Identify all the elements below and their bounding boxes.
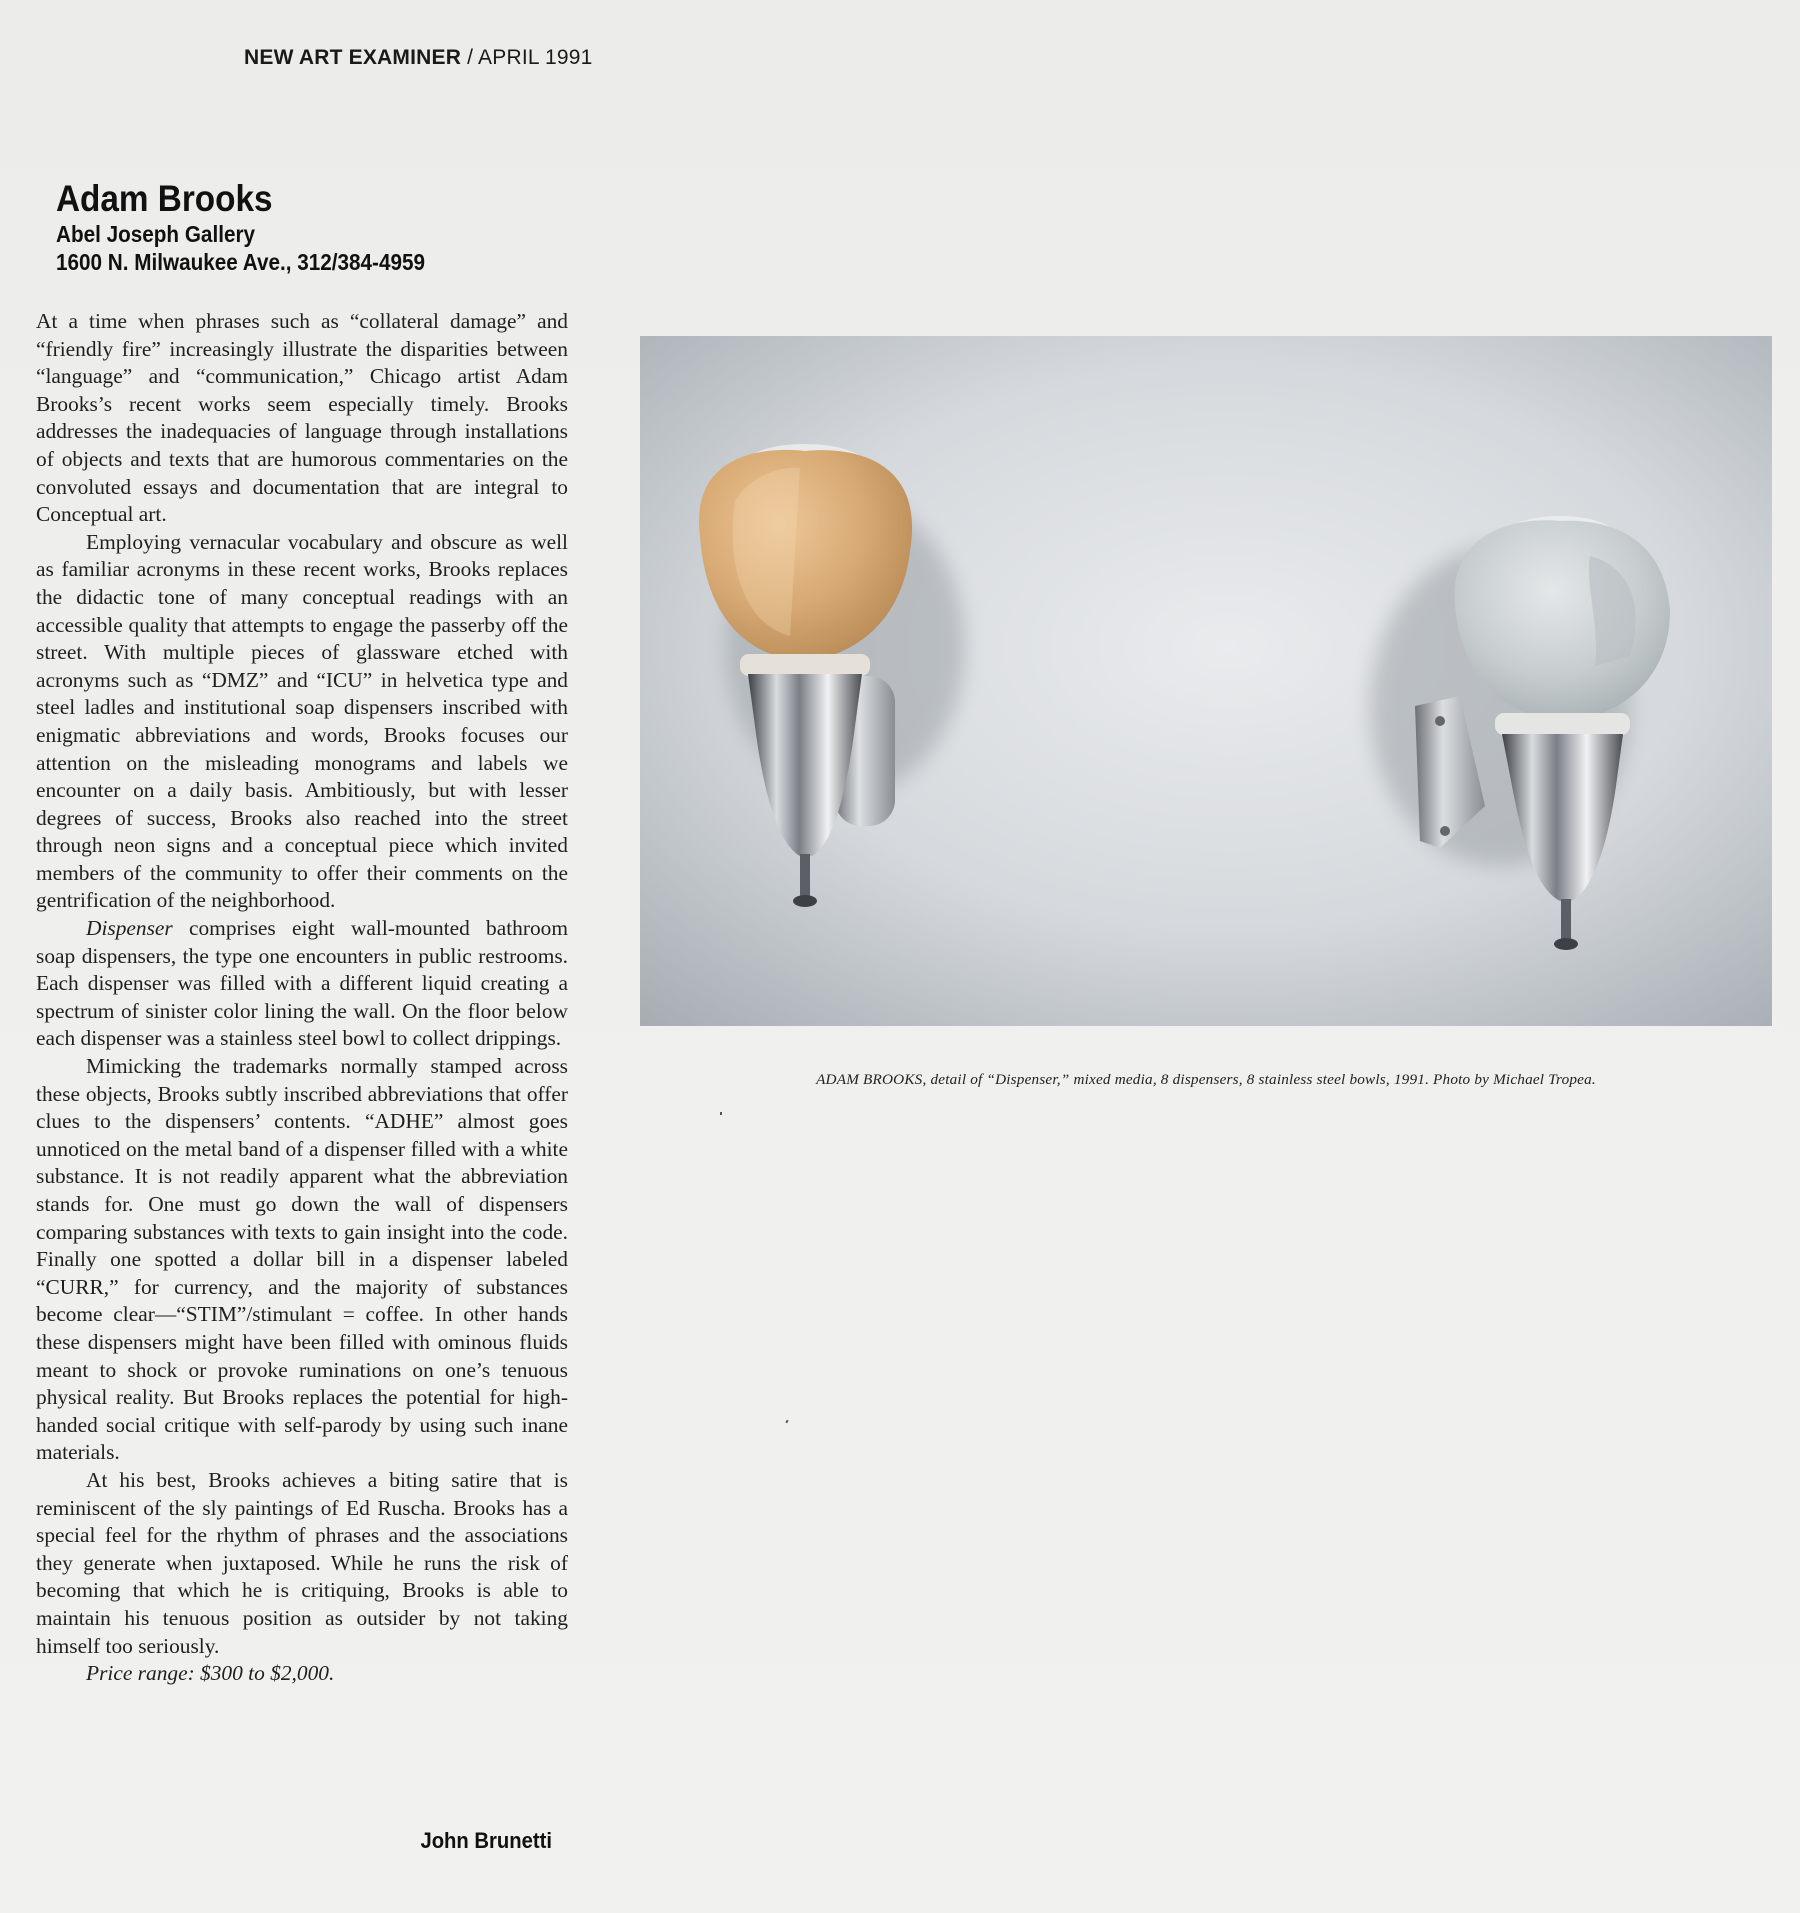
review-heading [56,178,576,276]
gallery-address: 1600 N. Milwaukee Ave., 312/384-4959 [56,249,426,275]
gallery-name: Abel Joseph Gallery [56,221,256,247]
paragraph-4: Mimicking the trademarks normally stamped across these objects, Brooks subtly inscribed abbreviations that offer clues to the dispensers’ contents. “ADHE” almost goes unnoticed on the metal band of a dispenser filled with a white substance. It is not readily apparent what the abbreviation stands for. One must go down the wall of dispensers comparing substances with texts to gain insight into the code. Finally one spotted a dollar bill in a dispenser labeled “CURR,” for currency, and the majority of substances become clear—“STIM”/stimulant = coffee. In other hands these dispensers might have been filled with ominous fluids meant to shock or provoke ruminations on one’s tenuous physical reality. But Brooks replaces the potential for high-handed social critique with self-parody by using such inane materials. [36,1054,568,1465]
price-range: Price range: $300 to $2,000. [86,1661,335,1686]
review-body [36,308,568,1688]
paragraph-3 [36,915,568,1053]
artist-name: Adam Brooks [56,178,273,219]
artwork-photo [640,336,1772,1026]
running-head-separator: / [461,46,479,69]
author-byline: John Brunetti [420,1828,552,1853]
paragraph-2: Employing vernacular vocabulary and obscure as well as familiar acronyms in these recent works, Brooks replaces the didactic tone of many conceptual readings with an accessible quality that attempts to engage the passerby off the street. With multiple pieces of glassware etched with acronyms such as “DMZ” and “ICU” in helvetica type and steel ladles and institutional soap dispensers inscribed with enigmatic abbreviations and words, Brooks focuses our attention on the misleading monograms and labels we encounter on a daily basis. Ambitiously, but with lesser degrees of success, Brooks also reached into the street through neon signs and a conceptual piece which invited members of the community to offer their comments on the gentrification of the neighborhood. [36,529,568,913]
paragraph-3-text: comprises eight wall-mounted bathroom soap dispensers, the type one encounters in public restrooms. Each dispenser was filled with a different liquid creating a spectrum of sinister color lining the wall. On the floor below each dispenser was a stainless steel bowl to collect drippings. [36,916,568,1051]
dispenser-photograph [640,336,1772,1026]
publication-name: NEW ART EXAMINER [244,46,462,69]
work-title: Dispenser [86,916,173,941]
issue-date: APRIL 1991 [478,46,593,69]
running-head [244,46,593,70]
paragraph-5: At his best, Brooks achieves a biting satire that is reminiscent of the sly paintings of Ed Ruscha. Brooks has a special feel for the rhythm of phrases and the associations they generate when juxtaposed. While he runs the risk of becoming that which he is critiquing, Brooks is able to maintain his tenuous position as outsider by not taking himself too seriously. [36,1467,568,1658]
paragraph-1: At a time when phrases such as “collateral damage” and “friendly fire” increasingly illustrate the disparities between “language” and “communication,” Chicago artist Adam Brooks’s recent works seem especially timely. Brooks addresses the inadequacies of language through installations of objects and texts that are humorous commentaries on the convoluted essays and documentation that are integral to Conceptual art. [36,309,568,527]
photo-caption: ADAM BROOKS, detail of “Dispenser,” mixed media, 8 dispensers, 8 stainless steel bowls, 1991. Photo by Michael Tropea. [816,1071,1596,1088]
paper-speck [720,1112,722,1115]
